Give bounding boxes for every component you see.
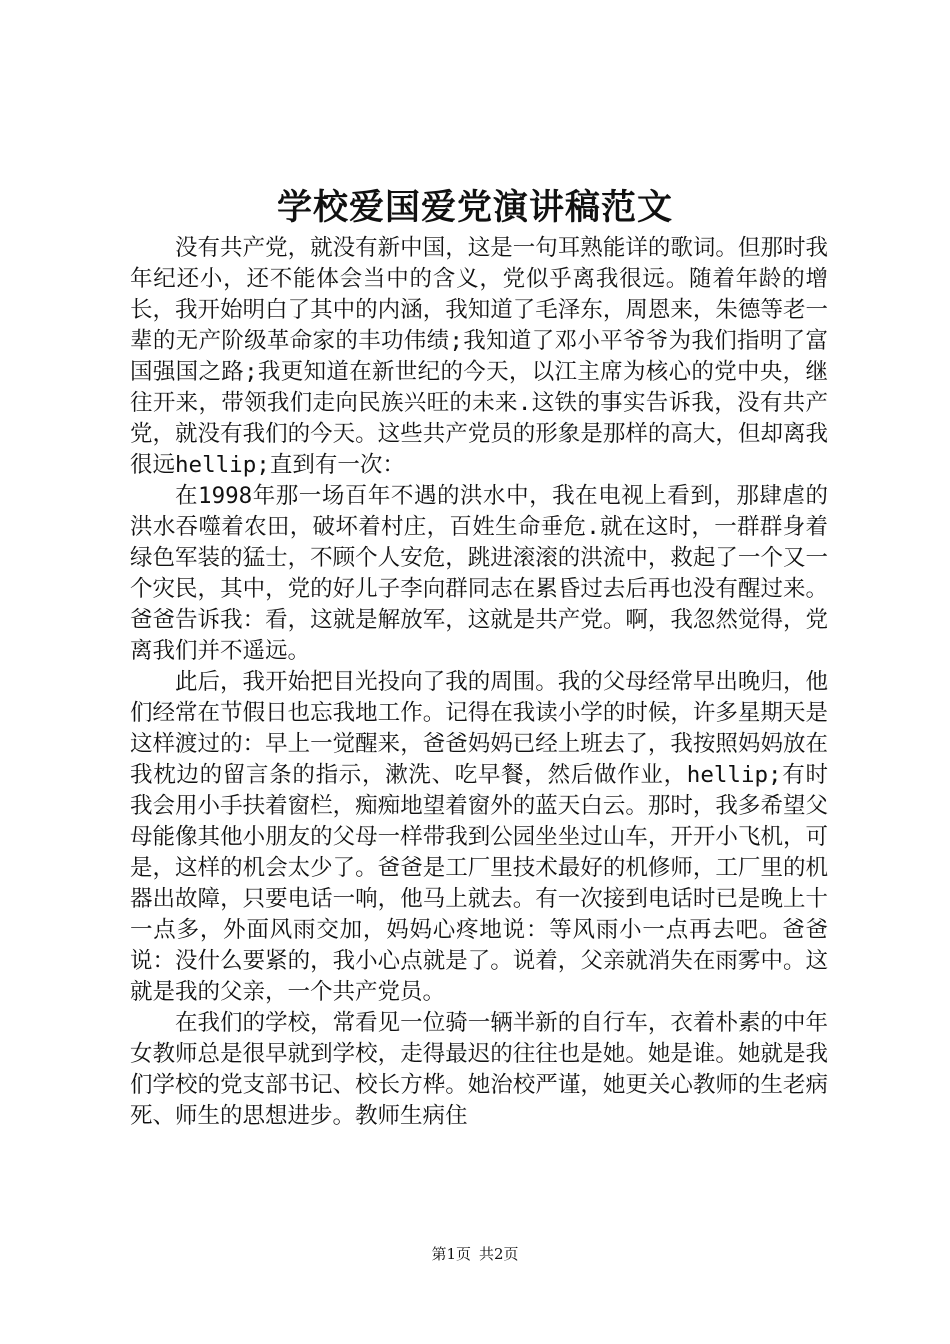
document-title: 学校爱国爱党演讲稿范文 [276, 187, 673, 228]
page-total: 共2页 [479, 1245, 519, 1263]
paragraph: 在我们的学校，常看见一位骑一辆半新的自行车，衣着朴素的中年女教师总是很早就到学校，走得最迟的往往也是她。她是谁。她就是我们学校的党支部书记、校长方桦。她治校严谨，她更关心教师的生老病死、师生的思想进步。教师生病住 [130, 1010, 828, 1129]
paragraph: 没有共产党，就没有新中国，这是一句耳熟能详的歌词。但那时我年纪还小，还不能体会当中的含义，党似乎离我很远。随着年龄的增长，我开始明白了其中的内涵，我知道了毛泽东，周恩来，朱德等老一辈的无产阶级革命家的丰功伟绩;我知道了邓小平爷爷为我们指明了富国强国之路;我更知道在新世纪的今天，以江主席为核心的党中央，继往开来，带领我们走向民族兴旺的未来.这铁的事实告诉我，没有共产党，就没有我们的今天。这些共产党员的形象是那样的高大，但却离我很远hellip;直到有一次： [130, 235, 828, 478]
page-number: 第1页 [431, 1245, 471, 1263]
paragraph: 在1998年那一场百年不遇的洪水中，我在电视上看到，那肆虐的洪水吞噬着农田，破坏着村庄，百姓生命垂危.就在这时，一群群身着绿色军装的猛士，不顾个人安危，跳进滚滚的洪流中，救起了一个又一个灾民，其中，党的好儿子李向群同志在累昏过去后再也没有醒过来。爸爸告诉我：看，这就是解放军，这就是共产党。啊，我忽然觉得，党离我们并不遥远。 [130, 483, 828, 664]
paragraph: 此后，我开始把目光投向了我的周围。我的父母经常早出晚归，他们经常在节假日也忘我地工作。记得在我读小学的时候，许多星期天是这样渡过的：早上一觉醒来，爸爸妈妈已经上班去了，我按照妈妈放在我枕边的留言条的指示，漱洗、吃早餐，然后做作业，hellip;有时我会用小手扶着窗栏，痴痴地望着窗外的蓝天白云。那时，我多希望父母能像其他小朋友的父母一样带我到公园坐坐过山车，开开小飞机，可是，这样的机会太少了。爸爸是工厂里技术最好的机修师，工厂里的机器出故障，只要电话一响，他马上就去。有一次接到电话时已是晚上十一点多，外面风雨交加，妈妈心疼地说：等风雨小一点再去吧。爸爸说：没什么要紧的，我小心点就是了。说着，父亲就消失在雨雾中。这就是我的父亲，一个共产党员。 [130, 669, 828, 1005]
document-body [130, 233, 828, 1132]
page-footer [0, 1244, 950, 1264]
